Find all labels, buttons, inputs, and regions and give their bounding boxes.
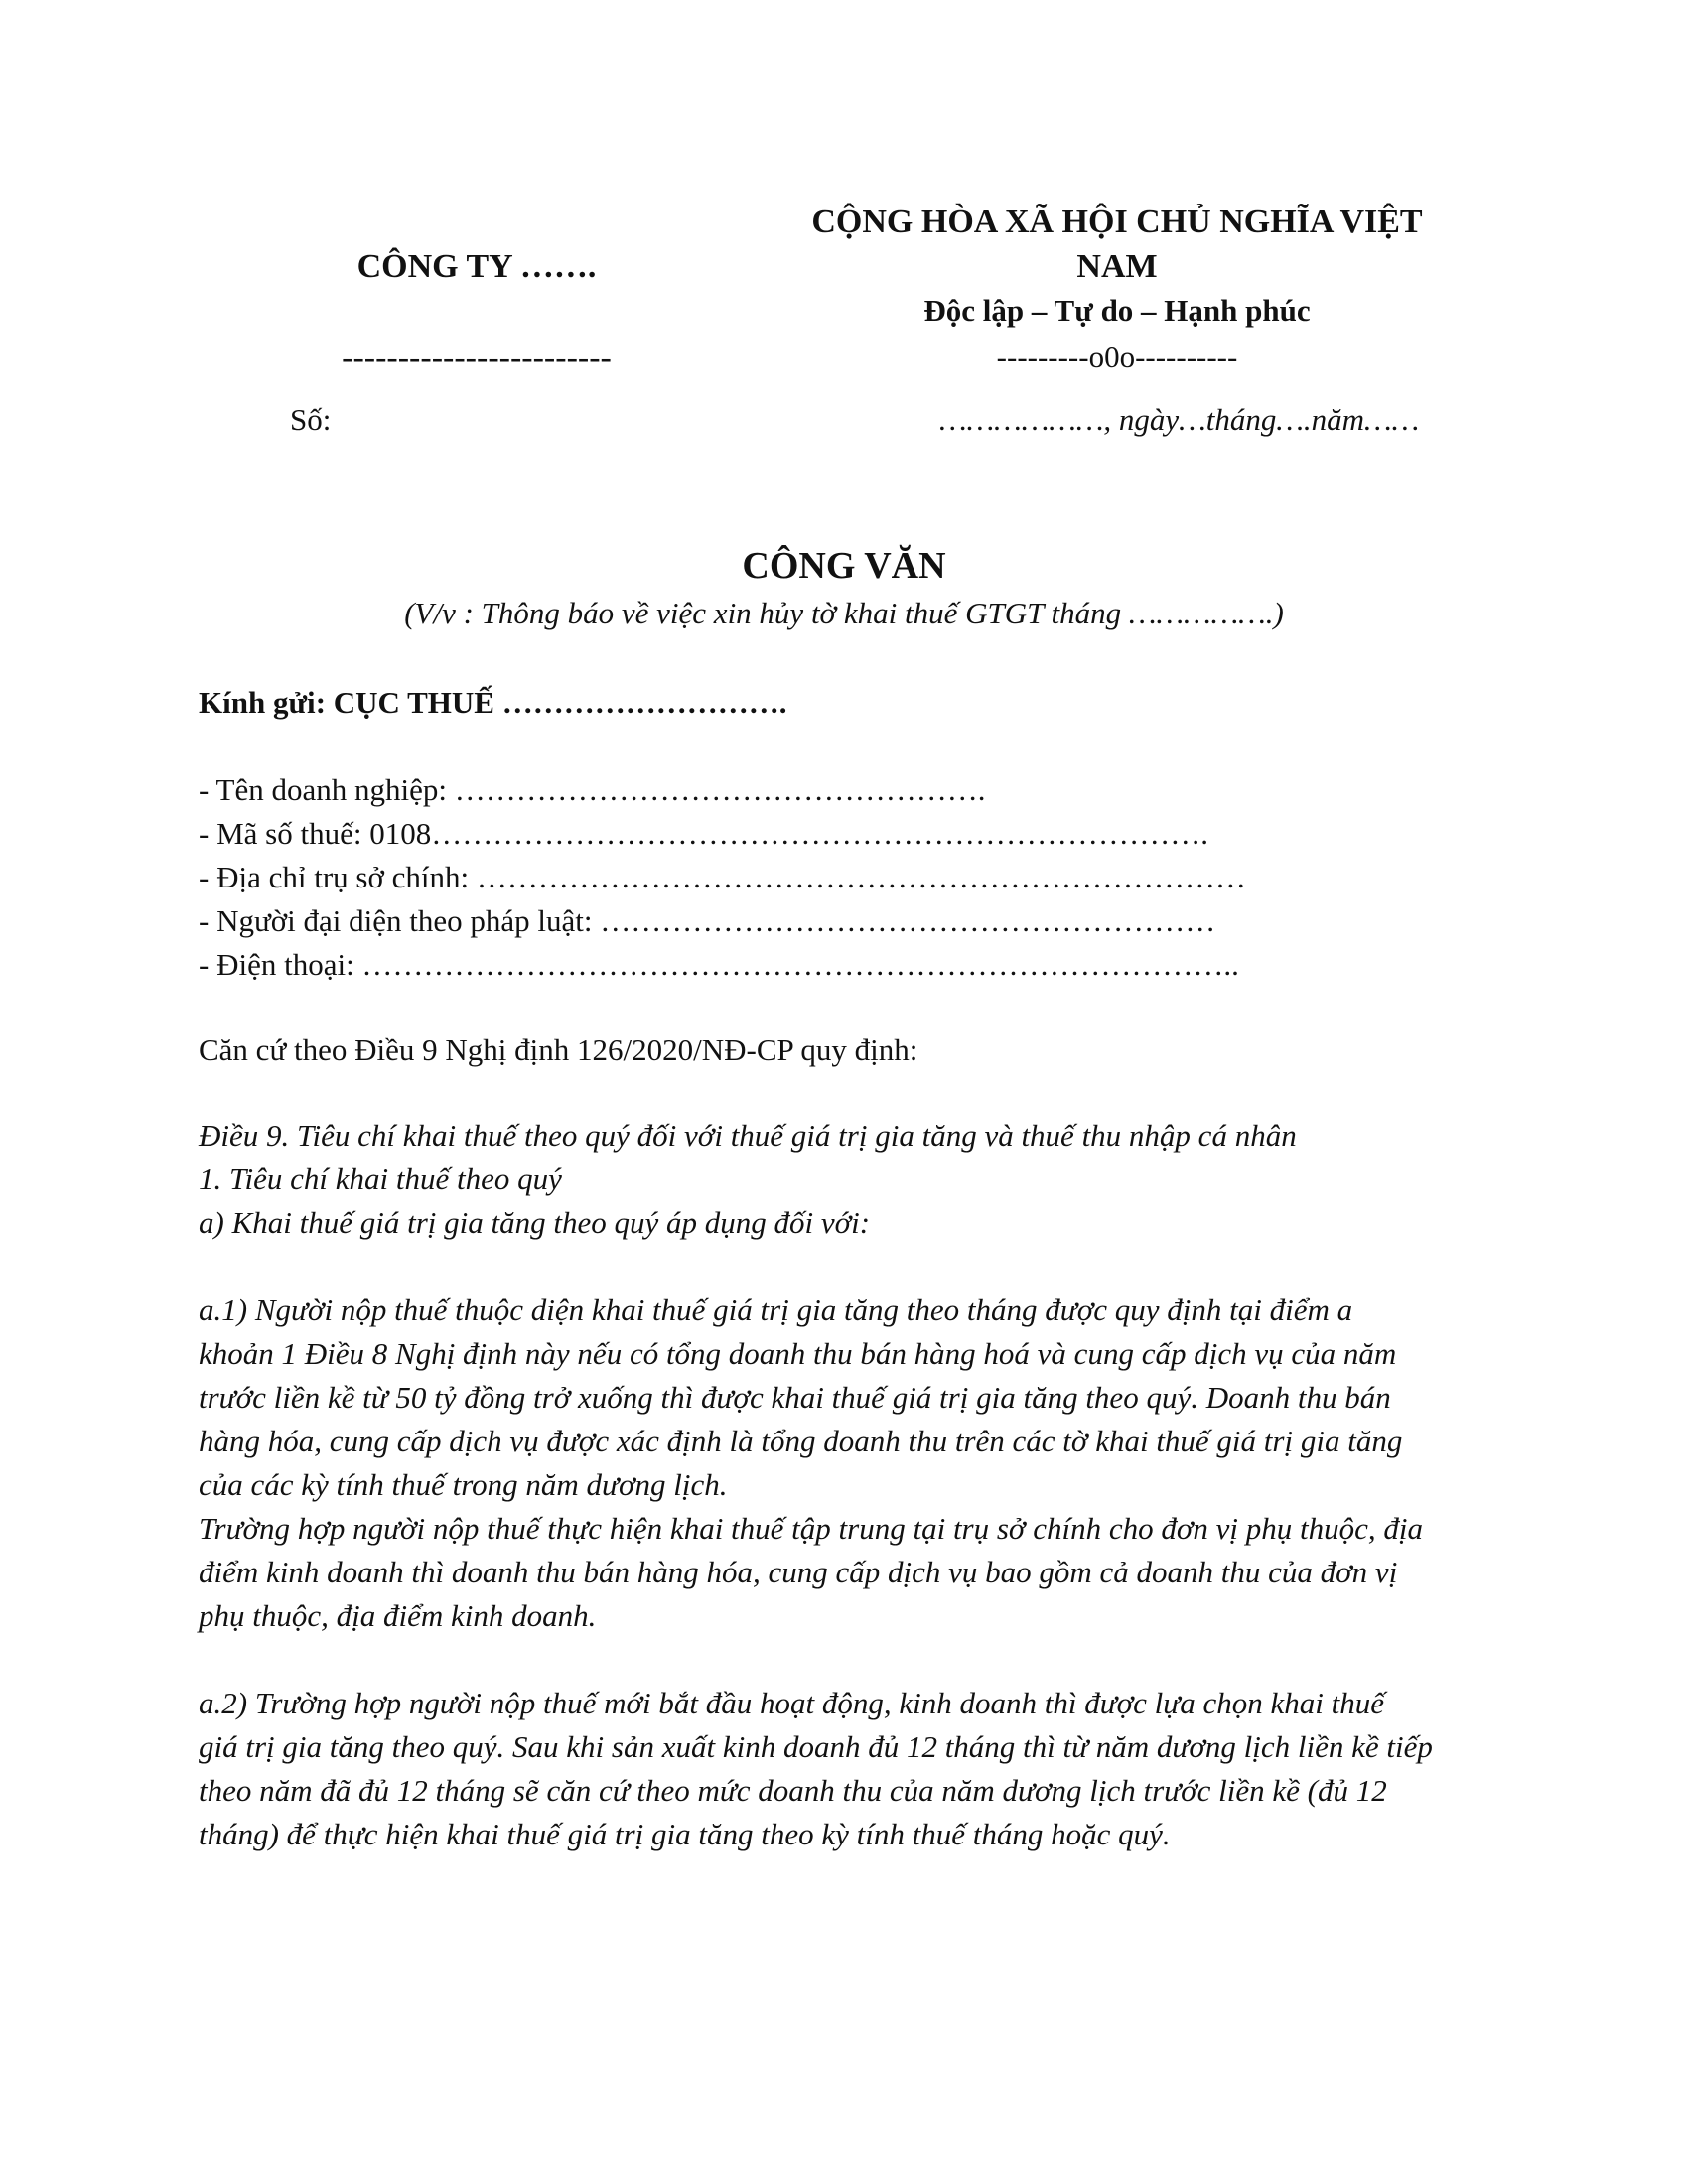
paragraph-a1 (199, 1289, 1499, 1507)
point-a-text: a) Khai thuế giá trị gia tăng theo quý áp dụng đối với: (199, 1205, 871, 1240)
paragraph-line: của các kỳ tính thuế trong năm dương lịch. (199, 1467, 728, 1502)
document-number-label: Số: (290, 402, 332, 437)
article-title (199, 1114, 1499, 1158)
field-head-office-address: - Địa chỉ trụ sở chính: ………………………………………………………………… (199, 860, 1246, 894)
company-divider: ------------------------ (342, 340, 612, 376)
paragraph-line: a.1) Người nộp thuế thuộc diện khai thuế giá trị gia tăng theo tháng được quy định tại điểm a (199, 1293, 1353, 1327)
document-title: CÔNG VĂN (742, 545, 946, 587)
recipient-line (199, 685, 786, 721)
company-name: CÔNG TY ……. (356, 248, 597, 285)
field-phone: - Điện thoại: ………………………………………………………………………….. (199, 947, 1239, 982)
paragraph-centralized-declaration (199, 1507, 1499, 1638)
motto-divider: ---------o0o---------- (996, 340, 1238, 374)
field-tax-code: - Mã số thuế: 0108…………………………………………………………………. (199, 816, 1208, 851)
national-title-line-1: CỘNG HÒA XÃ HỘI CHỦ NGHĨA VIỆT (811, 204, 1423, 240)
date-line: ………………, ngày…tháng….năm…… (939, 402, 1420, 437)
clause-1 (199, 1158, 1499, 1201)
paragraph-line: khoản 1 Điều 8 Nghị định này nếu có tổng doanh thu bán hàng hoá và cung cấp dịch vụ của năm (199, 1336, 1397, 1371)
national-title-line-2: NAM (1076, 248, 1158, 285)
paragraph-line: a.2) Trường hợp người nộp thuế mới bắt đầu hoạt động, kinh doanh thì được lựa chọn khai thuế (199, 1686, 1384, 1720)
document-subject: (V/v : Thông báo về việc xin hủy tờ khai thuế GTGT tháng …………….) (404, 596, 1284, 630)
paragraph-line: Trường hợp người nộp thuế thực hiện khai thuế tập trung tại trụ sở chính cho đơn vị phụ thuộc, địa (199, 1511, 1424, 1546)
article-title-text: Điều 9. Tiêu chí khai thuế theo quý đối với thuế giá trị gia tăng và thuế thu nhập cá nhân (199, 1118, 1297, 1153)
paragraph-line: trước liền kề từ 50 tỷ đồng trở xuống thì được khai thuế giá trị gia tăng theo quý. Doanh thu bán (199, 1380, 1391, 1415)
clause-1-text: 1. Tiêu chí khai thuế theo quý (199, 1161, 562, 1196)
recipient-value: : CỤC THUẾ ………………………. (315, 685, 787, 720)
national-motto: Độc lập – Tự do – Hạnh phúc (923, 293, 1311, 328)
paragraph-line: theo năm đã đủ 12 tháng sẽ căn cứ theo mức doanh thu của năm dương lịch trước liền kề (đủ 12 (199, 1773, 1387, 1808)
recipient-label: Kính gửi (199, 685, 316, 720)
paragraph-line: tháng) để thực hiện khai thuế giá trị gia tăng theo kỳ tính thuế tháng hoặc quý. (199, 1817, 1171, 1851)
legal-basis: Căn cứ theo Điều 9 Nghị định 126/2020/NĐ-CP quy định: (199, 1032, 918, 1067)
field-company-name: - Tên doanh nghiệp: ……………………………………………. (199, 772, 986, 807)
paragraph-line: giá trị gia tăng theo quý. Sau khi sản xuất kinh doanh đủ 12 tháng thì từ năm dương lịch liền kề tiếp (199, 1729, 1433, 1764)
paragraph-a2 (199, 1682, 1499, 1856)
point-a (199, 1201, 1499, 1245)
field-legal-representative: - Người đại diện theo pháp luật: …………………………………………………… (199, 903, 1216, 938)
paragraph-line: hàng hóa, cung cấp dịch vụ được xác định là tổng doanh thu trên các tờ khai thuế giá trị gia tăng (199, 1424, 1403, 1458)
paragraph-line: điểm kinh doanh thì doanh thu bán hàng hóa, cung cấp dịch vụ bao gồm cả doanh thu của đơn vị (199, 1555, 1398, 1589)
paragraph-line: phụ thuộc, địa điểm kinh doanh. (199, 1598, 597, 1633)
